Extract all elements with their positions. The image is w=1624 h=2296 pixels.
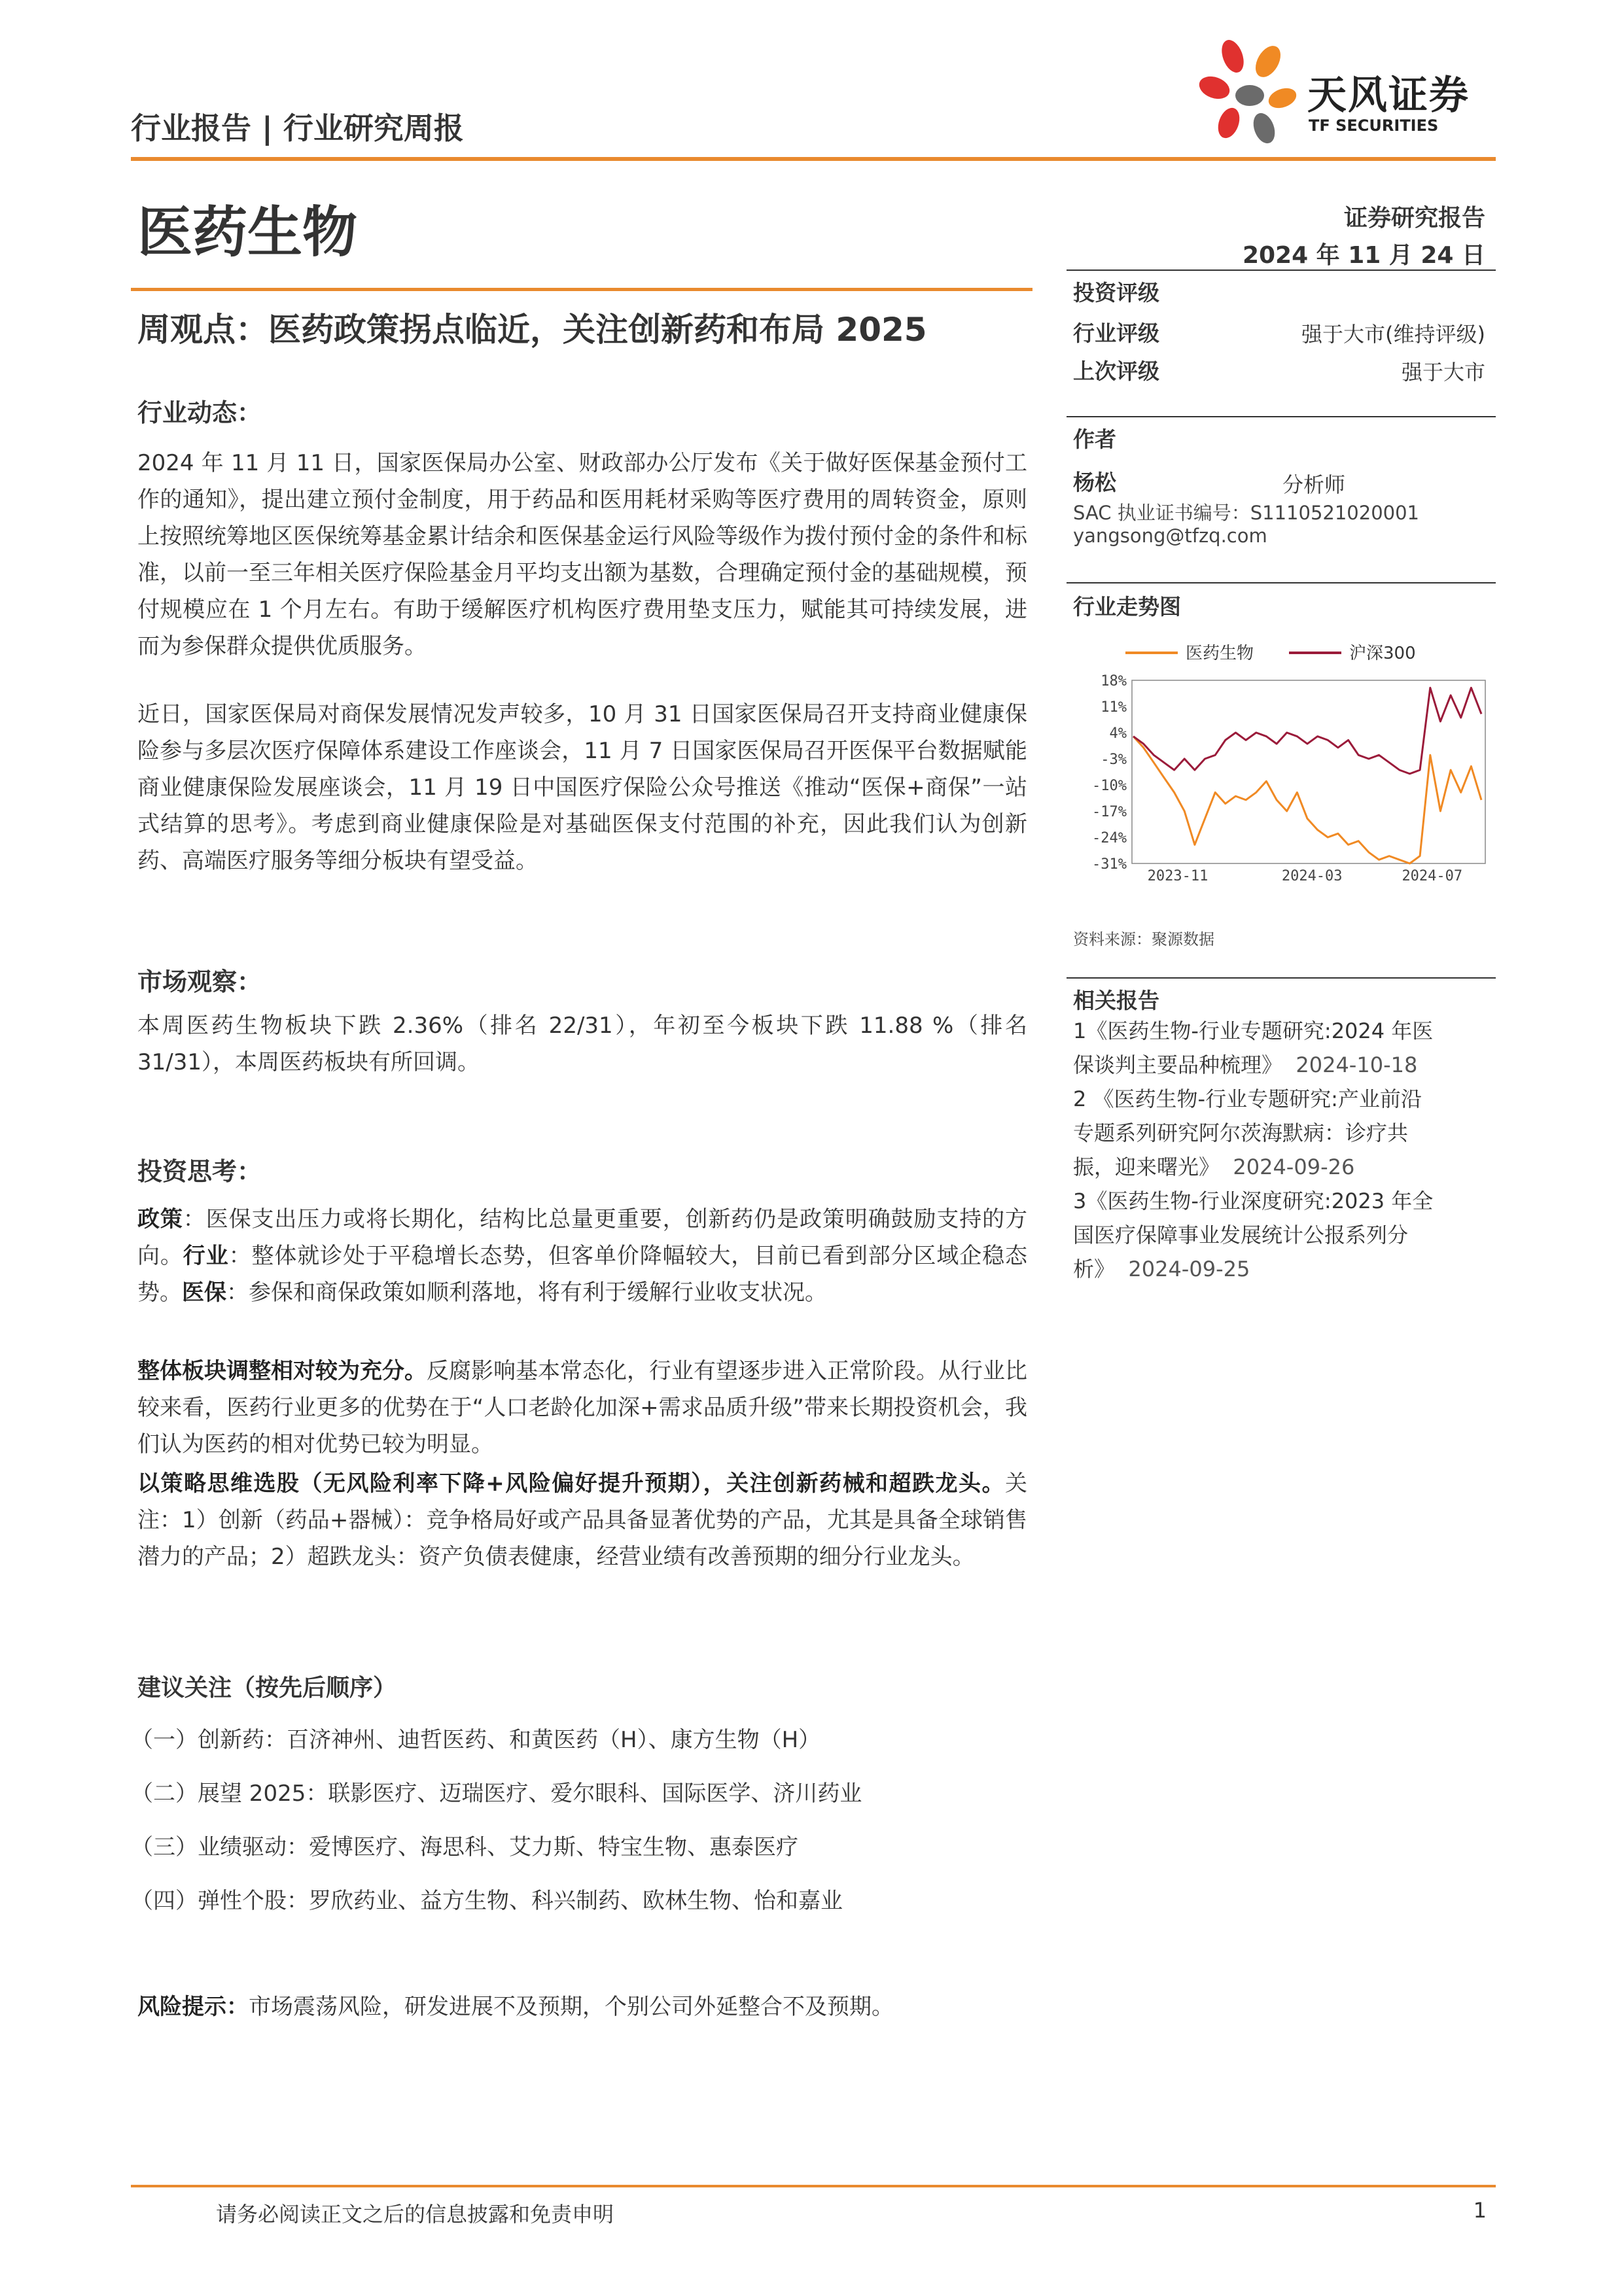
adjust-paragraph [137,1353,1027,1463]
title-rule [131,288,1033,291]
chart-rule [1067,582,1496,583]
x-tick-label: 2024-03 [1281,868,1343,884]
header-rule [131,157,1496,161]
thinking-title: 投资思考： [137,1157,262,1186]
y-tick-label: 18% [1101,673,1127,689]
related-report-1-line1: 1《医药生物-行业专题研究:2024 年医 [1073,1018,1434,1043]
legend-label-pharma: 医药生物 [1186,644,1254,663]
focus-item-1: （一）创新药：百济神州、迪哲医药、和黄医药（H）、康方生物（H） [131,1727,821,1753]
insurance-label: 医保 [182,1279,226,1306]
related-report-3-line2: 国医疗保障事业发展统计公报系列分 [1073,1223,1409,1247]
strategy-paragraph [137,1465,1027,1575]
focus-item-2: （二）展望 2025：联影医疗、迈瑞医疗、爱尔眼科、国际医学、济川药业 [131,1781,862,1807]
y-tick-label: 4% [1109,725,1127,742]
logo-text-cn: 天风证券 [1307,73,1470,118]
author-name: 杨松 [1073,470,1116,495]
series-line-pharma [1133,737,1481,863]
related-title: 相关报告 [1073,988,1159,1013]
author-email[interactable]: yangsong@tfzq.com [1073,525,1267,547]
related-report-1-date: 2024-10-18 [1296,1052,1418,1077]
related-rule [1067,977,1496,979]
y-tick-label: -17% [1092,804,1127,820]
prev-rating-value: 强于大市 [1401,360,1485,385]
flower-logo-icon [1196,38,1301,149]
sector-title: 医药生物 [137,200,358,264]
related-report-2-line3: 振，迎来曙光》 2024-09-26 [1073,1155,1355,1179]
rating-title: 投资评级 [1073,280,1159,305]
industry-text: ：整体就诊处于平稳增长态势，但客单价降幅较大，目前已看到部分区域企稳态势。 [137,1243,1028,1306]
headline: 周观点：医药政策拐点临近，关注创新药和布局 2025 [137,311,927,349]
related-report-2-date: 2024-09-26 [1233,1155,1355,1179]
dynamics-paragraph-1: 2024 年 11 月 11 日，国家医保局办公室、财政部办公厅发布《关于做好医保基金预付工作的通知》，提出建立预付金制度，用于药品和医用耗材采购等医疗费用的周转资金，原则上按照统筹地区医保统筹基金累计结余和医保基金运行风险等级作为拨付预付金的条件和标准，以前一至三年相关医疗保险基金月平均支出额为基数，合理确定预付金的基础规模，预付规模应在 1 个月左右。有助于缓解医疗机构医疗费用垫支压力，赋能其可持续发展，进而为参保群众提供优质服务。 [137,450,1027,659]
adjust-text: 反腐影响基本常态化，行业有望逐步进入正常阶段。从行业比较来看，医药行业更多的优势在于“人口老龄化加深+需求品质升级”带来长期投资机会，我们认为医药的相对优势已较为明显。 [137,1358,1027,1457]
related-report-2-line1: 2 《医药生物-行业专题研究:产业前沿 [1073,1087,1422,1111]
policy-text: ：医保支出压力或将长期化，结构比总量更重要，创新药仍是政策明确鼓励支持的方向。 [137,1206,1028,1269]
chart-source: 资料来源：聚源数据 [1073,930,1214,948]
strategy-text: 关注：1）创新（药品+器械）：竞争格局好或产品具备显著优势的产品，尤其是具备全球销售潜力的产品；2）超跌龙头：资产负债表健康，经营业绩有改善预期的细分行业龙头。 [137,1470,1027,1570]
y-tick-label: -31% [1092,856,1127,873]
related-report-3[interactable] [1073,1184,1498,1286]
y-tick-label: -24% [1092,830,1127,846]
chart-title: 行业走势图 [1073,594,1181,619]
prev-rating-label: 上次评级 [1073,358,1159,384]
y-tick-label: 11% [1101,699,1127,716]
legend-label-hs300: 沪深300 [1349,644,1416,663]
risk-paragraph [137,1989,1053,2025]
industry-label: 行业 [183,1243,229,1269]
trend-chart [1073,631,1492,893]
y-tick-label: -3% [1101,752,1127,768]
author-title: 作者 [1073,426,1116,452]
market-title: 市场观察： [137,967,262,996]
focus-title: 建议关注（按先后顺序） [137,1675,397,1701]
related-report-3-line3: 析》 2024-09-25 [1073,1257,1250,1281]
strategy-bold: 以策略思维选股（无风险利率下降+风险偏好提升预期），关注创新药械和超跌龙头。 [137,1470,1005,1497]
related-report-3-date: 2024-09-25 [1128,1257,1250,1281]
risk-text: 市场震荡风险，研发进展不及预期，个别公司外延整合不及预期。 [249,1994,894,2020]
industry-rating-value: 强于大市(维持评级) [1301,322,1485,347]
policy-paragraph [137,1201,1027,1311]
rating-rule [1067,270,1496,271]
author-rule [1067,416,1496,417]
x-tick-label: 2023-11 [1147,868,1209,884]
related-report-2-line2: 专题系列研究阿尔茨海默病：诊疗共 [1073,1121,1409,1145]
focus-item-3: （三）业绩驱动：爱博医疗、海思科、艾力斯、特宝生物、惠泰医疗 [131,1834,798,1860]
company-logo [1196,38,1491,149]
author-cert: SAC 执业证书编号：S1110521020001 [1073,502,1420,524]
related-report-2[interactable] [1073,1082,1498,1184]
related-reports [1073,1014,1498,1286]
dynamics-title: 行业动态： [137,398,262,427]
related-report-1-line2: 保谈判主要品种梳理》 2024-10-18 [1073,1052,1418,1077]
industry-rating-label: 行业评级 [1073,321,1159,346]
page-number: 1 [1473,2198,1487,2223]
dynamics-paragraph-2: 近日，国家医保局对商保发展情况发声较多，10 月 31 日国家医保局召开支持商业健康保险参与多层次医疗保障体系建设工作座谈会，11 月 7 日国家医保局召开医保平台数据赋能商业健康保险发展座谈会，11 月 19 日中国医疗保险公众号推送《推动“医保+商保”一站式结算的思考》。考虑到商业健康保险是对基础医保支付范围的补充，因此我们认为创新药、高端医疗服务等细分板块有望受益。 [137,701,1027,874]
author-role: 分析师 [1282,472,1346,497]
report-category: 行业报告 | 行业研究周报 [131,111,464,146]
y-tick-label: -10% [1092,778,1127,794]
related-report-1[interactable] [1073,1014,1498,1082]
footer-disclaimer: 请务必阅读正文之后的信息披露和免责申明 [216,2202,614,2227]
market-paragraph: 本周医药生物板块下跌 2.36%（排名 22/31），年初至今板块下跌 11.88 %（排名 31/31），本周医药板块有所回调。 [137,1013,1027,1075]
insurance-text: ：参保和商保政策如顺利落地，将有利于缓解行业收支状况。 [226,1279,827,1306]
risk-label: 风险提示： [137,1994,249,2020]
logo-text-en: TF SECURITIES [1309,116,1439,135]
adjust-bold: 整体板块调整相对较为充分。 [137,1358,427,1384]
footer-rule [131,2185,1496,2187]
x-tick-label: 2024-07 [1402,868,1463,884]
policy-label: 政策 [137,1206,183,1232]
trend-chart-svg [1073,631,1492,893]
related-report-3-line1: 3《医药生物-行业深度研究:2023 年全 [1073,1189,1434,1213]
report-type: 证券研究报告 [1343,205,1485,232]
focus-item-4: （四）弹性个股：罗欣药业、益方生物、科兴制药、欧林生物、怡和嘉业 [131,1888,843,1914]
report-date: 2024 年 11 月 24 日 [1242,242,1485,269]
